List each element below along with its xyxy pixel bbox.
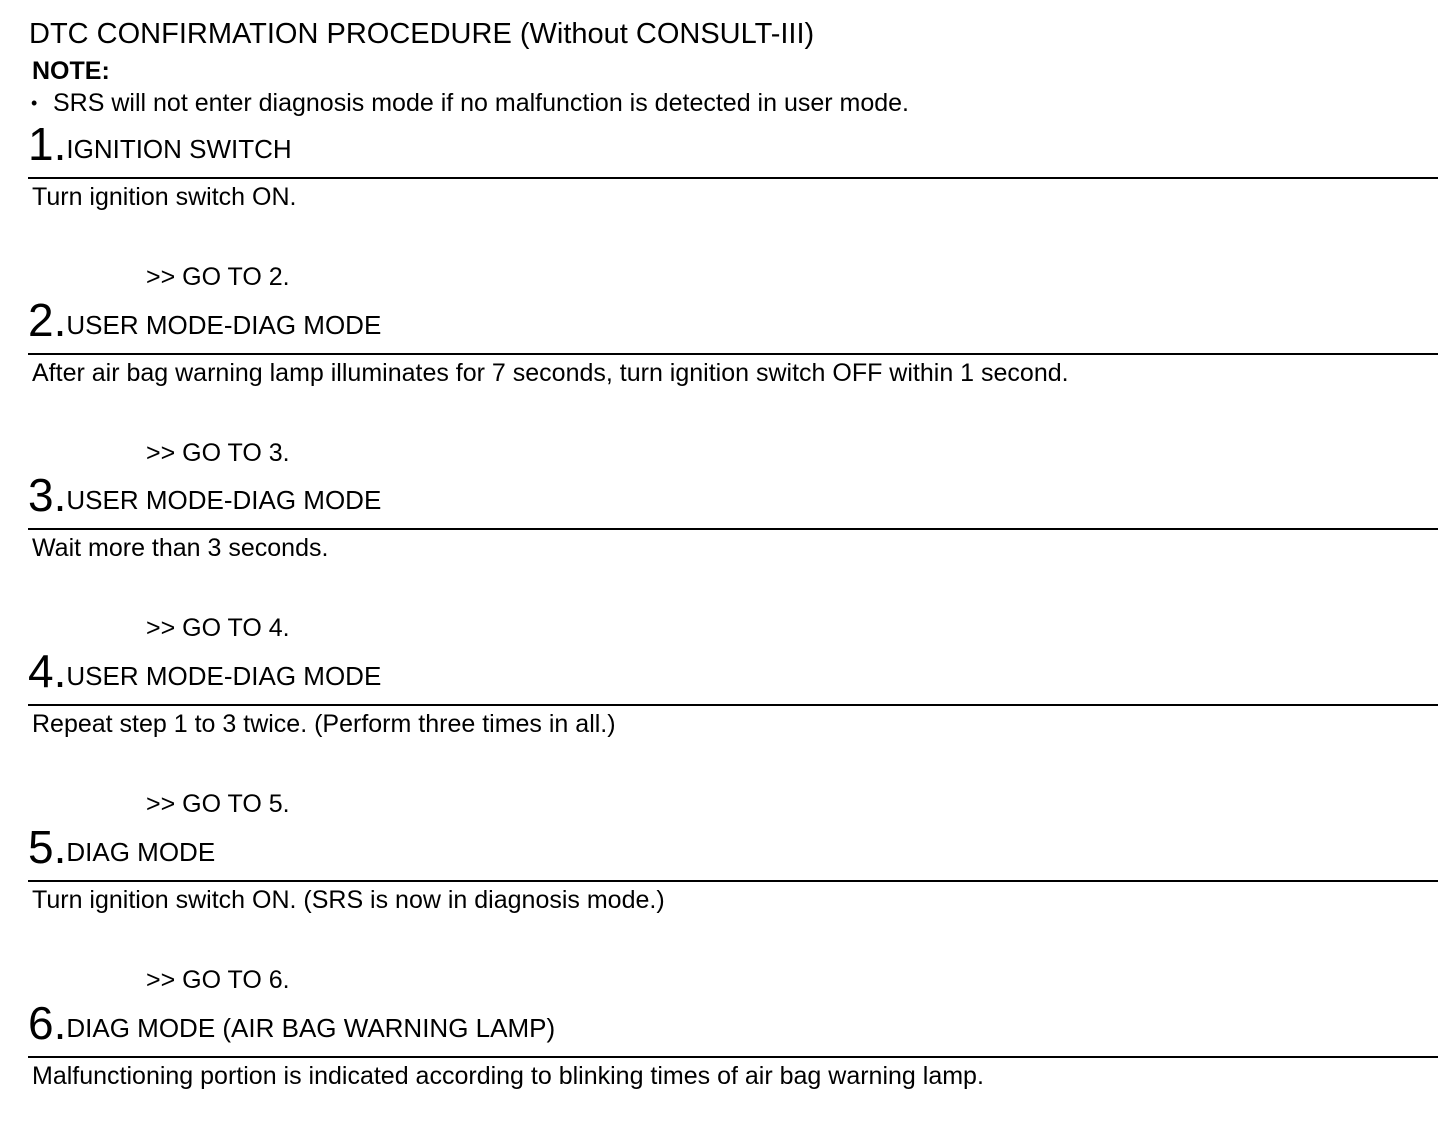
step-title: IGNITION SWITCH: [66, 134, 292, 164]
step-heading: [28, 821, 215, 877]
step-6: [0, 997, 1456, 1097]
step-heading: [28, 997, 555, 1053]
step-1: [0, 118, 1456, 294]
note-label: NOTE:: [32, 57, 110, 85]
step-instruction: After air bag warning lamp illuminates for 7 seconds, turn ignition switch OFF within 1 second.: [32, 359, 1069, 387]
step-divider: [28, 1056, 1438, 1058]
step-5: [0, 821, 1456, 997]
step-number: 3.: [28, 469, 67, 521]
step-3: [0, 469, 1456, 645]
step-title: USER MODE-DIAG MODE: [66, 485, 382, 515]
bullet-icon: •: [31, 93, 38, 113]
note-item-text: SRS will not enter diagnosis mode if no malfunction is detected in user mode.: [53, 89, 910, 117]
step-heading: [28, 469, 381, 525]
step-goto: >> GO TO 2.: [146, 263, 290, 291]
step-heading: [28, 294, 381, 350]
step-goto: >> GO TO 5.: [146, 790, 290, 818]
step-number: 6.: [28, 997, 67, 1049]
step-divider: [28, 704, 1438, 706]
step-title: DIAG MODE: [66, 837, 216, 867]
step-4: [0, 645, 1456, 821]
step-goto: >> GO TO 4.: [146, 614, 290, 642]
step-instruction: Malfunctioning portion is indicated according to blinking times of air bag warning lamp.: [32, 1062, 984, 1090]
note-item: [31, 87, 909, 119]
step-divider: [28, 177, 1438, 179]
step-instruction: Turn ignition switch ON. (SRS is now in diagnosis mode.): [32, 886, 665, 914]
document-title: DTC CONFIRMATION PROCEDURE (Without CONSULT-III): [29, 18, 815, 50]
step-title: USER MODE-DIAG MODE: [66, 661, 382, 691]
step-2: [0, 294, 1456, 470]
step-instruction: Wait more than 3 seconds.: [32, 534, 329, 562]
step-divider: [28, 880, 1438, 882]
step-title: DIAG MODE (AIR BAG WARNING LAMP): [66, 1013, 556, 1043]
step-number: 4.: [28, 645, 67, 697]
step-divider: [28, 353, 1438, 355]
step-goto: >> GO TO 3.: [146, 439, 290, 467]
step-instruction: Turn ignition switch ON.: [32, 183, 297, 211]
step-instruction: Repeat step 1 to 3 twice. (Perform three times in all.): [32, 710, 616, 738]
step-heading: [28, 118, 292, 174]
step-number: 1.: [28, 118, 67, 170]
step-number: 2.: [28, 294, 67, 346]
step-number: 5.: [28, 821, 67, 873]
step-heading: [28, 645, 381, 701]
step-title: USER MODE-DIAG MODE: [66, 310, 382, 340]
step-divider: [28, 528, 1438, 530]
step-goto: >> GO TO 6.: [146, 966, 290, 994]
